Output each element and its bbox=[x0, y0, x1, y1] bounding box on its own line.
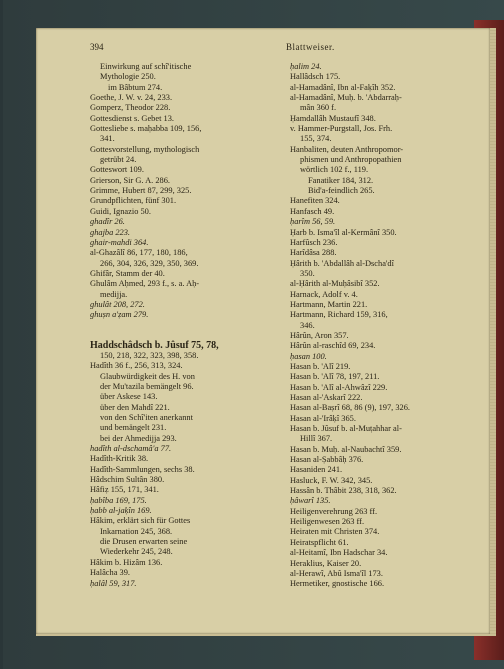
index-entry: ḥarîm 56, 59. bbox=[290, 217, 336, 227]
index-entry: Gomperz, Theodor 228. bbox=[90, 103, 171, 113]
index-entry: Hâkim b. Hizâm 136. bbox=[90, 557, 163, 567]
index-entry: ghadîr 26. bbox=[90, 217, 125, 227]
index-entry: ghajba 223. bbox=[90, 227, 131, 237]
index-entry: Ghifâr, Stamm der 40. bbox=[90, 268, 165, 278]
index-entry: Glaubwürdigkeit des H. von bbox=[100, 371, 195, 381]
index-entry: Hasan al-Baṣrî 68, 86 (9), 197, 326. bbox=[290, 403, 411, 413]
index-entry: Haddschâdsch b. Jûsuf 75, 78, bbox=[90, 339, 219, 351]
index-entry: bei der Ahmedijja 293. bbox=[100, 433, 177, 443]
index-entry: 266, 304, 326, 329, 350, 369. bbox=[100, 258, 199, 268]
index-entry: von den Schî'iten anerkannt bbox=[100, 413, 193, 422]
index-entry: Ḥamdallâh Mustaufî 348. bbox=[290, 113, 376, 123]
index-entry: Ḥarb b. Isma'îl al-Kermânî 350. bbox=[290, 227, 397, 237]
index-entry: Hasluck, F. W. 342, 345. bbox=[290, 475, 373, 485]
index-entry: ḥalim 24. bbox=[290, 62, 322, 71]
index-entry: ḥalâl 59, 317. bbox=[90, 578, 137, 588]
index-entry: Ḥârith b. 'Abdallâh al-Dscha'dî bbox=[290, 258, 394, 268]
index-entry: Hasan al-Ṣabbâḥ 376. bbox=[290, 455, 364, 465]
index-entry: al-Hamadânî, Ibn al-Faḳîh 352. bbox=[290, 82, 396, 92]
index-entry: getrübt 24. bbox=[100, 155, 137, 165]
index-entry: Hassân b. Thâbit 238, 318, 362. bbox=[290, 486, 397, 496]
index-entry: Einwirkung auf schî'itische bbox=[100, 62, 192, 71]
index-entry: Hartmann, Richard 159, 316, bbox=[290, 310, 388, 320]
index-entry: al-Ḥârith al-Muḥâsibî 352. bbox=[290, 279, 380, 289]
index-entry: 346. bbox=[300, 320, 315, 330]
index-entry: Hasan al-'Irâḳî 365. bbox=[290, 413, 356, 423]
index-entry: Hâkim, erklärt sich für Gottes bbox=[90, 516, 191, 526]
index-entry: al-Heitamî, Ibn Hadschar 34. bbox=[290, 548, 388, 558]
index-entry: Hârûn al-raschîd 69, 234. bbox=[290, 341, 376, 351]
index-entry: Heiligenverehrung 263 ff. bbox=[290, 506, 378, 516]
index-entry: al-Herawî, Abû Isma'îl 173. bbox=[290, 568, 383, 578]
index-entry: Hartmann, Martin 221. bbox=[290, 299, 368, 309]
index-entry: Hasan b. 'Alî 78, 197, 211. bbox=[290, 372, 380, 382]
index-entry: Grierson, Sir G. A. 286. bbox=[90, 175, 171, 185]
index-entry: Guidi, Ignazio 50. bbox=[90, 206, 151, 216]
index-entry: Hillî 367. bbox=[300, 434, 333, 444]
page-header bbox=[36, 42, 490, 56]
index-entry: Grundpflichten, fünf 301. bbox=[90, 196, 177, 206]
index-entry: der Mu'tazila bemängelt 96. bbox=[100, 381, 194, 391]
index-entry: ḥâwarî 135. bbox=[290, 496, 331, 506]
index-entry: Grimme, Hubert 87, 299, 325. bbox=[90, 186, 192, 196]
index-entry: v. Hammer-Purgstall, Jos. Frh. bbox=[290, 124, 393, 134]
page-number: 394 bbox=[90, 42, 104, 52]
index-entry: 155, 374. bbox=[300, 134, 332, 144]
index-entry: al-Hamadânî, Muḥ. b. 'Abdarraḥ- bbox=[290, 93, 402, 103]
index-entry: Wiederkehr 245, 248. bbox=[100, 547, 173, 557]
index-entry: die Drusen erwarten seine bbox=[100, 537, 188, 547]
index-entry: Hasaniden 241. bbox=[290, 465, 343, 475]
index-entry: ḥabîba 169, 175. bbox=[90, 495, 147, 505]
index-entry: Hasan al-'Askarî 222. bbox=[290, 393, 363, 402]
index-entry: 350. bbox=[300, 268, 315, 278]
index-entry: über Askese 143. bbox=[100, 392, 158, 402]
index-entry: im Bâbtum 274. bbox=[108, 82, 163, 92]
index-entry: Hâfiẓ 155, 171, 341. bbox=[90, 485, 159, 495]
index-entry: ghair-mahdi 364. bbox=[90, 237, 149, 247]
index-entry: Hallâdsch 175. bbox=[290, 72, 341, 82]
index-entry: Inkarnation 245, 368. bbox=[100, 526, 173, 536]
index-entry: Gotteswort 109. bbox=[90, 165, 144, 175]
index-entry: al-Ghazâlî 86, 177, 180, 186, bbox=[90, 248, 188, 258]
index-entry: hadîth al-dschamâ'a 77. bbox=[90, 444, 172, 454]
index-entry: Bid'a-feindlich 265. bbox=[308, 186, 375, 196]
index-entry: Heiraten mit Christen 374. bbox=[290, 527, 380, 537]
index-entry: Hanfasch 49. bbox=[290, 206, 335, 216]
index-entry: phismen und Anthropopathien bbox=[300, 155, 402, 165]
index-entry: wörtlich 102 f., 119. bbox=[300, 165, 369, 175]
index-entry: Hermetiker, gnostische 166. bbox=[290, 579, 385, 589]
index-entry: Ghulâm Aḥmed, 293 f., s. a. Aḥ- bbox=[90, 279, 200, 289]
running-title: Blattweiser. bbox=[286, 42, 335, 52]
index-entry: Hâdschim Sultân 380. bbox=[90, 475, 165, 485]
index-entry: und bemängelt 231. bbox=[100, 423, 167, 433]
index-entry: Harnack, Adolf v. 4. bbox=[290, 289, 358, 299]
index-entry: Gottesvorstellung, mythologisch bbox=[90, 144, 200, 154]
left-index-column bbox=[90, 62, 240, 589]
index-entry: medijja. bbox=[100, 289, 128, 299]
index-entry: mân 360 f. bbox=[300, 103, 337, 113]
index-entry: 341. bbox=[100, 134, 115, 144]
index-entry: Heraklius, Kaiser 20. bbox=[290, 558, 362, 568]
index-entry: Fanatiker 184, 312. bbox=[308, 175, 374, 185]
index-entry: Hârûn, Aron 357. bbox=[290, 330, 349, 340]
index-entry: Hasan b. Muḥ. al-Naubachtî 359. bbox=[290, 444, 402, 454]
index-entry: Harfûsch 236. bbox=[290, 237, 338, 247]
index-entry bbox=[90, 321, 240, 341]
index-entry: Gottesdienst s. Gebet 13. bbox=[90, 113, 174, 123]
right-index-column bbox=[290, 62, 460, 590]
index-entry: Goethe, J. W. v. 24, 233. bbox=[90, 93, 173, 103]
index-entry: Hasan b. 'Alî al-Ahwâzî 229. bbox=[290, 382, 388, 392]
index-entry: Heiligenwesen 263 ff. bbox=[290, 517, 365, 527]
index-entry: ghulât 208, 272. bbox=[90, 299, 145, 309]
index-entry: Mythologie 250. bbox=[100, 72, 156, 82]
index-entry: ḥasan 100. bbox=[290, 351, 327, 361]
index-entry: Gottesliebe s. maḥabba 109, 156, bbox=[90, 124, 202, 134]
index-entry: ḥabb al-jaḳîn 169. bbox=[90, 506, 152, 516]
index-entry: Hasan b. 'Alî 219. bbox=[290, 361, 351, 371]
index-entry: 150, 218, 322, 323, 398, 358. bbox=[100, 350, 199, 360]
book-page bbox=[36, 28, 490, 634]
index-entry: Hadîth-Kritik 38. bbox=[90, 454, 149, 464]
index-entry: Hasan b. Jûsuf b. al-Muṭahhar al- bbox=[290, 424, 402, 434]
index-entry: Harîdâsa 288. bbox=[290, 248, 337, 258]
index-entry: Hanefiten 324. bbox=[290, 196, 340, 206]
index-entry: Halâcha 39. bbox=[90, 568, 130, 578]
index-entry: Hadîth 36 f., 256, 313, 324. bbox=[90, 361, 183, 371]
index-entry: Heiratspflicht 61. bbox=[290, 537, 349, 547]
index-entry: Hanbaliten, deuten Anthropomor- bbox=[290, 144, 404, 154]
index-entry: über den Mahdî 221. bbox=[100, 402, 170, 412]
index-entry: Hadîth-Sammlungen, sechs 38. bbox=[90, 464, 195, 474]
index-entry: ghuṣn a'ẓam 279. bbox=[90, 310, 149, 320]
